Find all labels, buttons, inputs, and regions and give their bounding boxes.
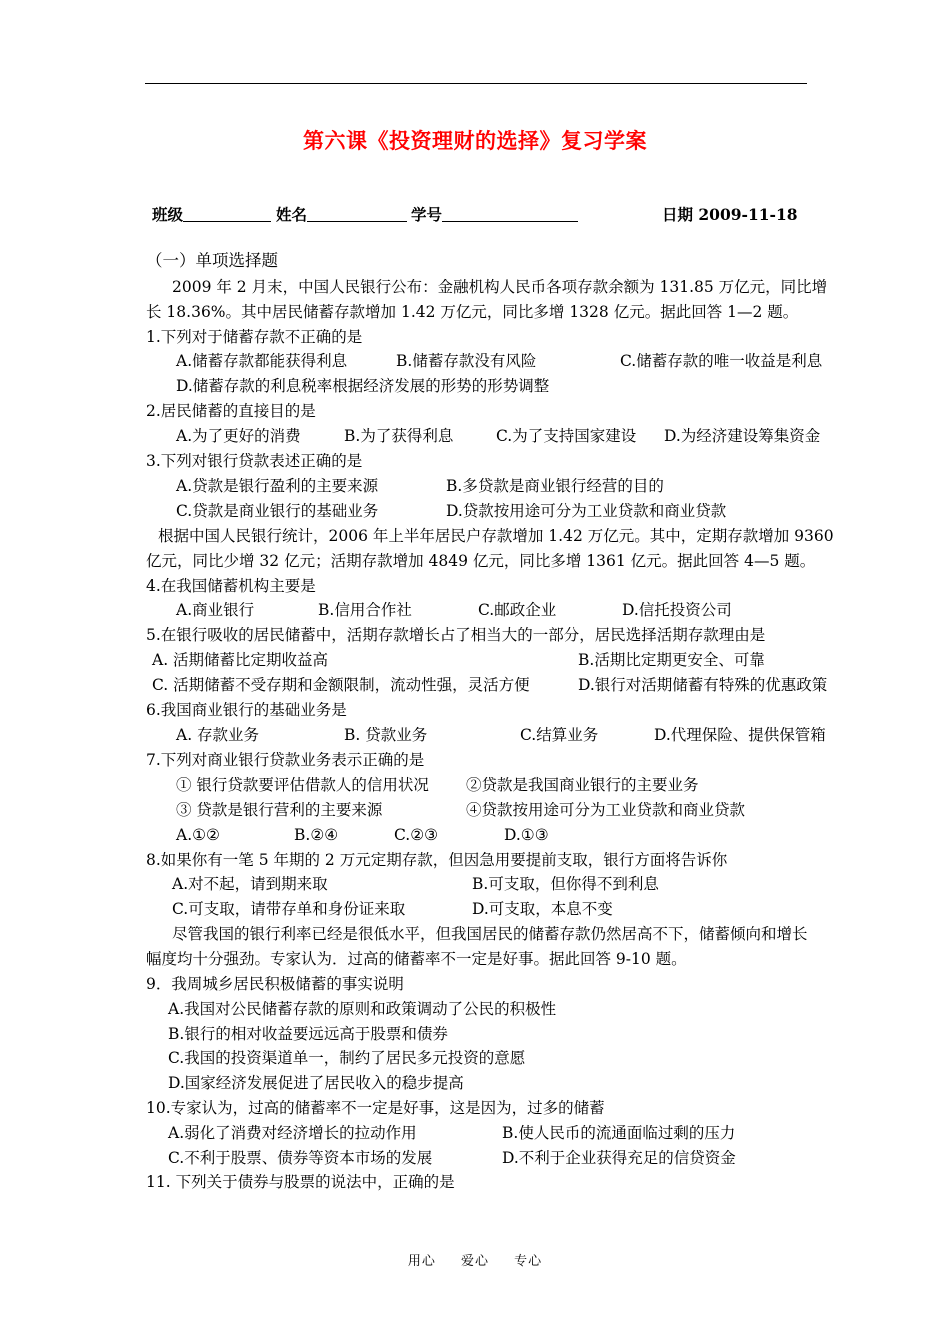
option: B.信用合作社 <box>318 601 412 619</box>
page-footer <box>0 1250 950 1269</box>
option: B.活期比定期更安全、可靠 <box>578 651 765 669</box>
option: D.不利于企业获得充足的信贷资金 <box>502 1149 736 1167</box>
option: D.为经济建设筹集资金 <box>664 427 821 445</box>
option: D.①③ <box>504 826 549 844</box>
text-line: 长 18.36%。其中居民储蓄存款增加 1.42 万亿元，同比多增 1328 亿元。据此回答 1—2 题。 <box>146 303 799 321</box>
option: C.可支取，请带存单和身份证来取 <box>172 900 406 918</box>
text-line: 亿元，同比少增 32 亿元；活期存款增加 4849 亿元，同比多增 1361 亿元。据此回答 4—5 题。 <box>146 552 816 570</box>
class-blank <box>183 205 271 222</box>
name-field <box>276 203 407 225</box>
question: 9．我周城乡居民积极储蓄的事实说明 <box>146 975 404 993</box>
question: 4.在我国储蓄机构主要是 <box>146 577 316 595</box>
question: 10.专家认为，过高的储蓄率不一定是好事，这是因为，过多的储蓄 <box>146 1099 605 1117</box>
option: B.多贷款是商业银行经营的目的 <box>446 477 664 495</box>
footer-text: 用心 <box>407 1254 436 1269</box>
option: C. 活期储蓄不受存期和金额限制，流动性强，灵活方便 <box>152 676 530 694</box>
option: C.②③ <box>394 826 439 844</box>
option: D.银行对活期储蓄有特殊的优惠政策 <box>578 676 828 694</box>
question: 6.我国商业银行的基础业务是 <box>146 701 347 719</box>
date-label: 日期 2009-11-18 <box>662 205 798 224</box>
option: C.贷款是商业银行的基础业务 <box>176 502 379 520</box>
question: 1.下列对于储蓄存款不正确的是 <box>146 328 363 346</box>
section-heading: （一）单项选择题 <box>146 251 278 270</box>
date-field <box>662 203 798 225</box>
option: D.国家经济发展促进了居民收入的稳步提高 <box>168 1074 464 1092</box>
option: C.邮政企业 <box>478 601 557 619</box>
option: D.信托投资公司 <box>622 601 732 619</box>
number-blank <box>442 205 578 222</box>
question: 2.居民储蓄的直接目的是 <box>146 402 316 420</box>
class-label: 班级 <box>152 205 184 224</box>
text-line: 根据中国人民银行统计，2006 年上半年居民户存款增加 1.42 万亿元。其中，定期存款增加 9360 <box>158 527 834 545</box>
footer-text: 爱心 <box>460 1254 489 1269</box>
option: A.为了更好的消费 <box>176 427 301 445</box>
option: A.①② <box>176 826 220 844</box>
header-rule <box>145 83 807 84</box>
name-blank <box>307 205 407 222</box>
statement: ③ 贷款是银行营利的主要来源 <box>176 801 383 819</box>
option: C.为了支持国家建设 <box>496 427 637 445</box>
option: A.贷款是银行盈利的主要来源 <box>176 477 379 495</box>
question: 3.下列对银行贷款表述正确的是 <box>146 452 363 470</box>
option: C.结算业务 <box>520 726 599 744</box>
question: 11. 下列关于债券与股票的说法中，正确的是 <box>146 1173 455 1191</box>
option: B.银行的相对收益要远远高于股票和债券 <box>168 1025 448 1043</box>
option: B.可支取，但你得不到利息 <box>472 875 659 893</box>
question: 5.在银行吸收的居民储蓄中，活期存款增长占了相当大的一部分，居民选择活期存款理由是 <box>146 626 766 644</box>
option: D.储蓄存款的利息税率根据经济发展的形势的形势调整 <box>176 377 550 395</box>
question: 8.如果你有一笔 5 年期的 2 万元定期存款，但因急用要提前支取，银行方面将告诉你 <box>146 851 728 869</box>
option: C.不利于股票、债券等资本市场的发展 <box>168 1149 433 1167</box>
option: B.使人民币的流通面临过剩的压力 <box>502 1124 736 1142</box>
option: A.弱化了消费对经济增长的拉动作用 <box>168 1124 417 1142</box>
option: A. 存款业务 <box>176 726 260 744</box>
option: B.②④ <box>294 826 339 844</box>
option: D.可支取，本息不变 <box>472 900 613 918</box>
option: B.储蓄存款没有风险 <box>396 352 537 370</box>
text-line: 幅度均十分强劲。专家认为．过高的储蓄率不一定是好事。据此回答 9-10 题。 <box>146 950 687 968</box>
question: 7.下列对商业银行贷款业务表示正确的是 <box>146 751 425 769</box>
option: A.储蓄存款都能获得利息 <box>176 352 348 370</box>
option: B. 贷款业务 <box>344 726 428 744</box>
statement: ④贷款按用途可分为工业贷款和商业贷款 <box>466 801 746 819</box>
statement: ① 银行贷款要评估借款人的信用状况 <box>176 776 429 794</box>
footer-text: 专心 <box>514 1254 543 1269</box>
class-field <box>152 203 271 225</box>
option: A.商业银行 <box>176 601 255 619</box>
option: B.为了获得利息 <box>344 427 454 445</box>
name-label: 姓名 <box>276 205 308 224</box>
number-field <box>411 203 578 225</box>
option: A.对不起，请到期来取 <box>172 875 328 893</box>
option: C.我国的投资渠道单一，制约了居民多元投资的意愿 <box>168 1049 526 1067</box>
option: A.我国对公民储蓄存款的原则和政策调动了公民的积极性 <box>168 1000 557 1018</box>
option: A. 活期储蓄比定期收益高 <box>152 651 329 669</box>
option: C.储蓄存款的唯一收益是利息 <box>620 352 823 370</box>
text-line: 尽管我国的银行利率已经是很低水平，但我国居民的储蓄存款仍然居高不下，储蓄倾向和增长 <box>172 925 808 943</box>
statement: ②贷款是我国商业银行的主要业务 <box>466 776 699 794</box>
page-title: 第六课《投资理财的选择》复习学案 <box>303 128 647 153</box>
option: D.代理保险、提供保管箱 <box>654 726 826 744</box>
option: D.贷款按用途可分为工业贷款和商业贷款 <box>446 502 727 520</box>
number-label: 学号 <box>411 205 443 224</box>
text-line: 2009 年 2 月末，中国人民银行公布：金融机构人民币各项存款余额为 131.85 万亿元，同比增 <box>172 278 828 296</box>
